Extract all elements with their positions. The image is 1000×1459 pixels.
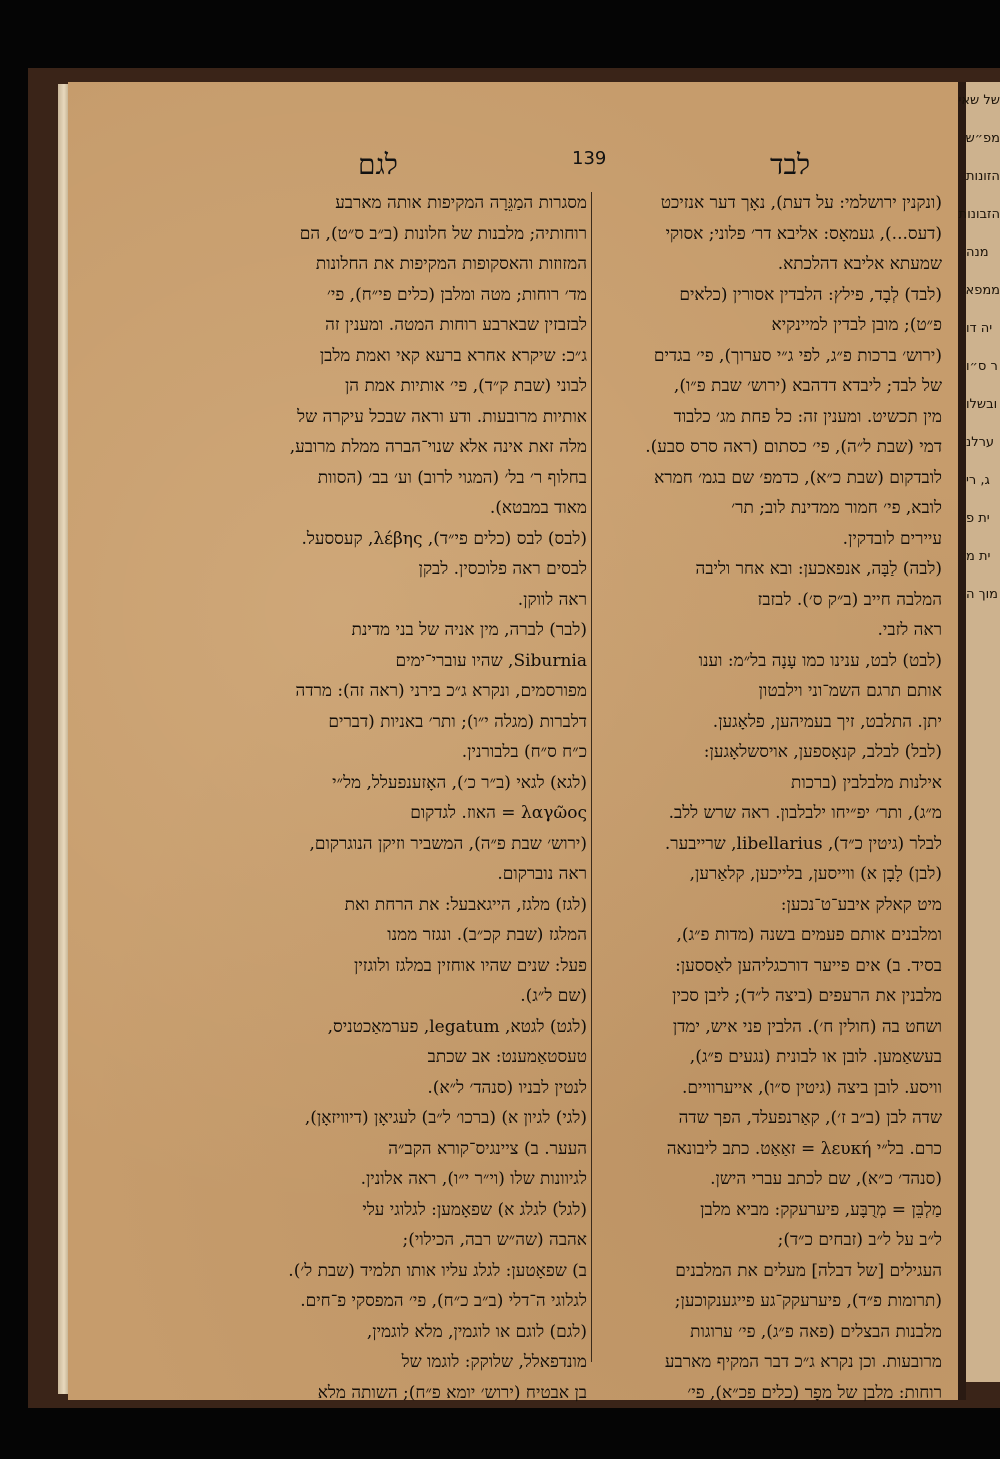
text-line: לובא, פי׳ חמור ממדינת לוב; תר׳ [731, 498, 942, 518]
running-head-left: לגם [358, 148, 398, 181]
text-line: וויסע. לובן ביצה (גיטין ס״ו), אייערוויים. [681, 1077, 942, 1098]
text-line: (לגם) לוגם או לוגמין, מלא לוגמין, [366, 1321, 587, 1342]
text-line: ושחט בה (חולין ח׳). הלבין פני איש, ימדן [672, 1016, 942, 1037]
text-line: אילנות מלבלבין (ברכות [790, 772, 942, 793]
text-line: מאוד במבטא). [489, 498, 587, 518]
book-gutter [958, 82, 966, 1400]
text-line: עיירים לובדקין. [842, 528, 942, 549]
next-page-fragment: מנה [966, 245, 989, 260]
text-line: (לבל) לבלב, קנאָספען, אויסשלאָגען: [703, 742, 942, 762]
text-line: (ירוש׳ ברכות פ״ג, לפי ג״י סערוך), פי׳ בגדים [653, 345, 942, 366]
next-page-fragment: ית פ [966, 511, 990, 526]
next-page-fragment: ג, רי [966, 473, 990, 488]
text-line: לבוני (שבת ק״ד), פי׳ אותיות אמת הן [344, 376, 587, 396]
text-line: (לגז) מלגז, הייגאבעל: את הרחת ואת [344, 894, 587, 915]
text-line: ב) שפאָטען: לגלג עליו אותו תלמיד (שבת ל׳). [288, 1260, 587, 1281]
text-line: המלבה חייב (ב״ק ס׳). לבזבז [757, 589, 942, 610]
column-divider [591, 192, 592, 1362]
text-line: (ונקנין ירושלמי: על דעת), נאָך דער אנזיכט [660, 193, 942, 213]
text-line: ראה לזבי. [877, 620, 942, 640]
next-page-fragment: מוך ה [966, 587, 998, 602]
text-line: פ״ט); מובן לבדין למיינקיא [771, 315, 942, 335]
next-page-edge [958, 82, 1000, 1382]
text-line: דלברות (מגלה י״ו); ותר׳ באניות (דברים [328, 711, 587, 732]
text-line: לגיוונות שלו (וי״ר י״ו), ראה אלונין. [360, 1169, 587, 1189]
text-line: בסיד. ב) אים פייער דורכגליהען לאַססען: [675, 955, 942, 976]
text-line: (תרומות פ״ד), פיערעקק־גע פייגענקוכען; [674, 1291, 942, 1311]
text-line: (לגט) לגטא, legatum, פערמאַכטניס, [327, 1016, 587, 1037]
next-page-fragment: ית מ [966, 549, 991, 564]
text-line: מונדפאלל, שלוקק: לוגמו של [401, 1352, 587, 1372]
text-line: העער. ב) ציינגיס־קורא הקב״ה [388, 1138, 587, 1159]
text-line: (לבט) לבט, ענינו כמו עָנָה בל״מ: וענו [698, 650, 942, 671]
text-line: בן אבטיח (ירוש׳ יומא פ״ח); השותה מלא [317, 1382, 587, 1403]
text-line: (ירוש׳ שבת פ״ה), המשביר וזיקן הנוגרקום, [309, 833, 587, 854]
text-line: אהבה (שה״ש רבה, הכילוי); [402, 1230, 587, 1250]
text-line: מלה זאת אינה אלא שנוי־הברה ממלת מרובע, [289, 437, 587, 457]
text-line: (דעס...), געמאָס: אליבא דר׳ פלוני; אסוקי [665, 223, 942, 244]
text-line: λαγῶος = האוז. לגדקום [410, 803, 587, 823]
text-line: המלגז (שבת קכ״ב). ונגזר ממנו [387, 925, 587, 945]
text-line: שמעתא אליבא דהלכתא. [777, 254, 942, 274]
text-line: מַלְבֵּן = מְרֻבָּע, פיערעקק: מביא מלבן [700, 1199, 942, 1220]
next-page-fragment: ובשלו [966, 397, 998, 412]
text-line: טעסטאַמענט: אב שכתב [427, 1047, 587, 1067]
text-line: לבזבזין שבארבע רוחות המטה. ומענין זה [325, 315, 587, 335]
text-line: מלבנות הבצלים (פאה פ״ג), פי׳ ערוגות [690, 1321, 942, 1342]
text-line: לנטין לבניו (סנהד׳ ל״א). [427, 1077, 587, 1098]
text-line: אותם תרגם השמ־וני וילבטון [758, 681, 942, 701]
text-line: לבלר (גיטין כ״ד), libellarius, שרייבער. [664, 833, 942, 854]
text-line: לבסים ראה פלוכסין. לבקן [418, 559, 587, 579]
text-line: מיט קאלק איבע־ט־נכען: [780, 894, 942, 915]
text-line: מין תכשיט. ומענין זה: כל פחת מג׳ כלבוד [673, 406, 942, 427]
text-line: מסגרות המַגֵּרָה המקיפות אותה מארבע [335, 193, 587, 213]
text-line: בעשאַמען. לובן או לבונית (נגעים פ״ג), [689, 1047, 942, 1067]
text-line: לובדקום (שבת כ״א), כדמפ׳ שם בגמ׳ חמרא [654, 467, 942, 488]
text-line: פעל: שנים שהיו אוחזין במלגז ולוגזין [354, 955, 587, 976]
text-line: מרובעות. וכן נקרא ג״כ דבר המקיף מארבע [664, 1352, 942, 1372]
text-line: ראה נוברקום. [497, 864, 587, 884]
running-head-right: לבד [770, 148, 811, 181]
text-line: כ״ח ס״ח) בלבורנין. [461, 742, 587, 762]
text-line: רוחותיה; מלבנות של חלונות (ב״ב ס״ט), הם [299, 223, 587, 244]
next-page-fragment: מפ״ש [965, 131, 1000, 146]
text-column-left [262, 188, 587, 1408]
text-line: מ״ג), ותר׳ יפ״יחו ילבלבון. ראה שרש ללב. [668, 803, 942, 823]
text-line: (לבס) לבס (כלים פי״ד), λέβης, קעססעל. [301, 528, 587, 549]
text-line: (לגא) לגאי (ב״ר כ׳), האָזענפעלל, מל״י [332, 772, 587, 793]
text-line: יתן. התלבט, זיך בעמיהען, פלאָגען. [712, 711, 942, 732]
text-line: שדה לבן (ב״ב ז׳), קאַרנפעלד, הפך שדה [678, 1108, 942, 1128]
text-line: ג״כ: שיקרא אחרא ברעא קאי ואמת מלבן [319, 345, 587, 366]
text-line: (שם ל״ג). [520, 986, 587, 1006]
text-line: (לבר) לברה, מין אניה של בני מדינת [351, 620, 587, 640]
text-line: מפורסמים, ונקרא ג״כ בירני (ראה זה): מרדה [295, 681, 587, 701]
next-page-fragment: יה דו [966, 321, 993, 336]
text-line: העגילים [של דבלה] מעלים את המלבנים [675, 1260, 942, 1281]
text-line: Siburnia, שהיו עוברי־ימים [395, 650, 587, 671]
page-header [0, 148, 1000, 188]
text-line: ראה לווקן. [517, 589, 587, 610]
text-line: ומלבנים אותם פעמים בשנה (מדות פ״ג), [676, 925, 942, 945]
next-page-fragment: ממפא [965, 283, 1000, 298]
text-line: מלבנין את הרעפים (ביצה ל״ד); ליבן סכין [672, 986, 942, 1006]
text-line: של לבד; ליבדא דדהבא (ירוש׳ שבת פ״ו), [673, 376, 942, 396]
text-line: דמי (שבת ל״ה), פי׳ כסתום (ראה סרס סבע). [645, 437, 942, 457]
text-line: לגלוגי ה־דלי (ב״ב כ״ח), פי׳ המפסקי פ־חים. [300, 1291, 587, 1311]
text-line: ל״ב על ל״ב (זבחים כ״ד); [777, 1230, 942, 1250]
text-line: כרם. בל״י λευκή = זאַאַט. כתב ליבונאה [666, 1138, 942, 1159]
next-page-fragment: ר ס״ו [966, 359, 998, 374]
text-line: (סנהד׳ כ״א), שם לכתב עברי הישן. [710, 1169, 942, 1189]
text-line: בחלוף ר׳ בל׳ (המגוי לרוב) וע׳ בב׳ (הסוות [317, 467, 587, 488]
next-page-fragment: הזבונות [958, 207, 1000, 222]
next-page-fragment: של שאי [958, 93, 1000, 108]
next-page-fragment: ערלנ [966, 435, 995, 450]
text-column-right [597, 188, 942, 1408]
page-number: 139 [572, 148, 607, 169]
text-line: (לגל) לגלג א) שפאָמען: לגלוגי עלי [362, 1199, 587, 1220]
next-page-fragment: הזונות [966, 169, 1000, 184]
text-line: (לבה) לַבָּה, אנפאכען: ובא אחר וליבה [695, 559, 942, 579]
text-line: רוחות: מלבן של מפָר (כלים פכ״א), פי׳ [687, 1382, 942, 1403]
text-line: (לבד) לְבָד, פילץ: הלבדין אסורין (כלאים [679, 284, 942, 305]
text-line: המזוזות והאסקופות המקיפות את החלונות [315, 254, 587, 274]
text-line: (לגי) לגיון א) (ברכו׳ ל״ב) לעגיאָן (דיוויזאָן), [304, 1108, 587, 1128]
text-line: אותיות מרובעות. ודע וראה שבכל עיקרה של [297, 406, 587, 427]
text-line: (לבן) לָבָן א) ווייסען, בלייכען, קלאַרען, [689, 864, 942, 884]
text-line: מד׳ רוחות; מטה ומלבן (כלים פי״ח), פי׳ [326, 284, 587, 305]
